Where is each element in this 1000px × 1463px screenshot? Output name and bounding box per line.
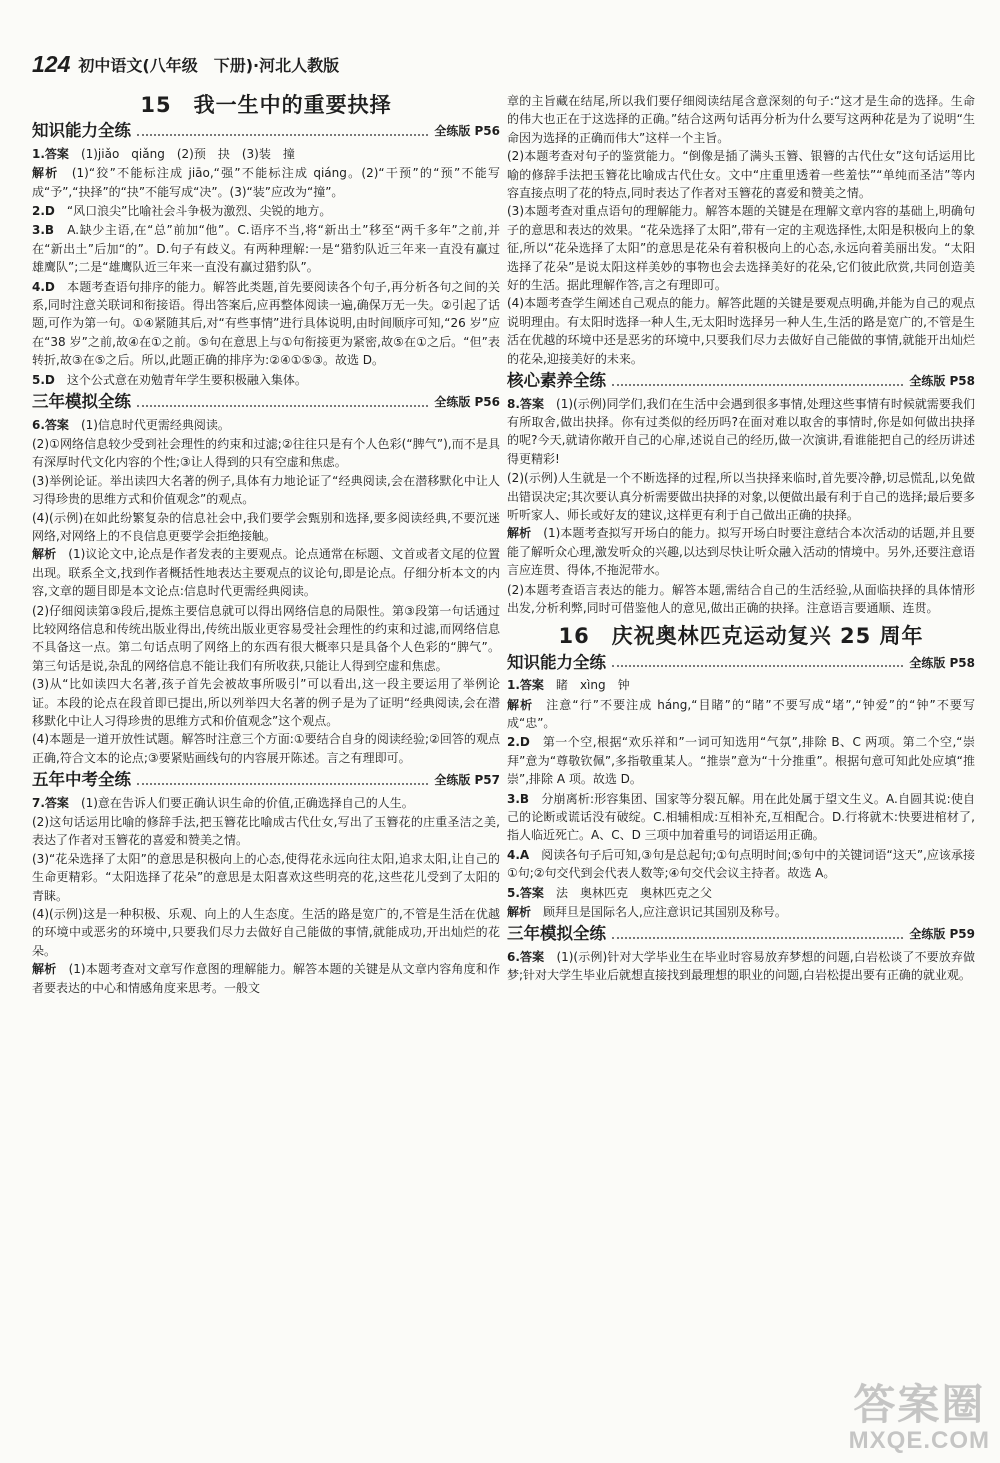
section-header (507, 654, 975, 672)
section-title: 三年模拟全练 (32, 392, 131, 412)
explanation-text: (4)本题是一道开放性试题。解答时注意三个方面:①要结合自身的阅读经验;②回答的观点正确,符合文本的论点;③要紧贴画线句的内容展开陈述。言之有理即可。 (32, 732, 500, 765)
explanation-label: 解析 (32, 547, 57, 562)
answer-item (507, 790, 975, 845)
explanation-text: (3)从“比如读四大名著,孩子首先会被故事所吸引”可以看出,这一段主要运用了举例论证。本段的论点在段首即已提出,所以列举四大名著的例子是为了证明“经典阅读,会在潜移默化中让人习得珍贵的思维方式和价值观念”这个观点。 (32, 677, 500, 728)
explanation-text: 章的主旨藏在结尾,所以我们要仔细阅读结尾含意深刻的句子:“这才是生命的选择。生命的伟大也正在于这选择的正确。”结合这两句话再分析为什么要写这两种花是为了说明“生命因为选择的正确而伟大”这样一个主旨。 (507, 94, 975, 145)
section-divider (137, 783, 428, 785)
answer-item (32, 794, 500, 812)
watermark-logo: 答案圈 (853, 1380, 986, 1429)
left-column (32, 90, 500, 998)
section-title: 五年中考全练 (32, 770, 131, 790)
explanation (32, 960, 500, 997)
answer-text: “风口浪尖”比喻社会斗争极为激烈、尖锐的地方。 (66, 204, 332, 219)
section-title: 核心素养全练 (507, 371, 606, 391)
right-column (507, 92, 975, 986)
explanation-text: (2)本题考查对句子的鉴赏能力。“倒像是插了满头玉簪、银簪的古代仕女”这句话运用比喻的修辞手法把玉簪花比喻成古代仕女。文中“庄重里透着一些羞怯”“单纯而圣洁”等内容直接点明了花的特点,同时表达了作者对玉簪花的喜爱和赞美之情。 (507, 149, 975, 201)
explanation (507, 903, 975, 921)
watermark-url: MXQE.COM (848, 1427, 990, 1454)
answer-text: (2)这句话运用比喻的修辞手法,把玉簪花比喻成古代仕女,写出了玉簪花的庄重圣洁之美,表达了作者对玉簪花的喜爱和赞美之情。 (32, 815, 500, 848)
item-num: 3.B (507, 791, 530, 806)
page-header (32, 50, 339, 78)
answer-item (507, 948, 975, 985)
answer-text: (4)(示例)这是一种积极、乐观、向上的人生态度。生活的路是宽广的,不管是生活在优越的环境中或恶劣的环境中,只要我们尽力去做好自己能做的事情,就能成功,开出灿烂的花朵。 (32, 907, 500, 958)
section-header (32, 122, 500, 140)
explanation-label: 解析 (507, 697, 534, 712)
section-divider (137, 405, 428, 407)
explanation-text: (4)本题考查学生阐述自己观点的能力。解答此题的关键是要观点明确,并能为自己的观点说明理由。有太阳时选择一种人生,无太阳时选择另一种人生,生活的路是宽广的,不管是生活在优越的环境中还是恶劣的环境中,只要我们尽力去做好自己能做的事情,就能开出灿烂的花朵,迎接美好的未来。 (507, 296, 975, 366)
answer-text: 第一个空,根据“欢乐祥和”一词可知选用“气氛”,排除 B、C 两项。第二个空,“崇拜”意为“尊敬钦佩”,多指敬重某人。“推崇”意为“十分推重”。根据句意可知此处应填“推崇”,排除 A 项。故选 D。 (507, 735, 975, 787)
answer-item (507, 676, 975, 694)
item-num: 5.答案 (507, 885, 544, 900)
explanation-text: (1)议论文中,论点是作者发表的主要观点。论点通常在标题、文首或者文尾的位置出现。联系全文,找到作者概括性地表达主要观点的议论句,即是论点。仔细分析本文的内容,文章的题目即是本文论点:信息时代更需经典阅读。 (32, 547, 500, 599)
answer-text: (3)举例论证。举出读四大名著的例子,具体有力地论证了“经典阅读,会在潜移默化中让人习得珍贵的思维方式和价值观念”的观点。 (32, 473, 500, 507)
section-title: 知识能力全练 (507, 652, 606, 672)
explanation-label: 解析 (32, 962, 57, 977)
answer-item (32, 278, 500, 370)
section-ref: 全练版 P57 (434, 773, 500, 788)
answer-text: (3)“花朵选择了太阳”的意思是积极向上的心态,使得花永远向往太阳,追求太阳,让自己的生命更精彩。“太阳选择了花朵”的意思是太阳喜欢这些明亮的花,这些花儿受到了太阳的青睐。 (32, 851, 500, 903)
section-header (507, 925, 975, 943)
section-header (32, 771, 500, 789)
section-divider (612, 384, 903, 386)
answer-item (32, 416, 500, 434)
answer-item (507, 846, 975, 883)
explanation (507, 696, 975, 733)
section-title: 知识能力全练 (32, 121, 131, 141)
section-ref: 全练版 P58 (909, 374, 975, 389)
explanation-text: (2)本题考查语言表达的能力。解答本题,需结合自己的生活经验,从面临抉择的具体情形出发,分析利弊,同时可借鉴他人的意见,做出正确的抉择。注意语言要通顺、连贯。 (507, 582, 975, 615)
explanation-text: (1)“狡”不能标注成 jiāo,“强”不能标注成 qiáng。(2)“干预”的“预”不能写成“予”,“抉择”的“抉”不能写成“决”。(3)“装”应改为“撞”。 (32, 166, 500, 199)
item-num: 3.B (32, 223, 55, 238)
explanation-text: (2)仔细阅读第③段后,提炼主要信息就可以得出网络信息的局限性。第③段第一句话通过比较网络信息和传统出版业得出,传统出版业更容易受社会理性的约束和过滤,而网络信息不具备这一点。第二句话点明了网络上的东西有很大概率只是具备个人色彩的“脾气”。第三句话是说,杂乱的网络信息不能让我们有所收获,只能让人得到空虚和焦虑。 (32, 603, 500, 673)
item-num: 1.答案 (32, 146, 69, 161)
item-num: 2.D (507, 735, 530, 750)
section-ref: 全练版 P58 (909, 655, 975, 670)
answer-text: 分崩离析:形容集团、国家等分裂瓦解。用在此处属于望文生义。A.自圆其说:使自己的论断或谎话没有破绽。C.相辅相成:互相补充,互相配合。D.行将就木:快要进棺材了,指人临近死亡。A、C、D 三项中加着重号的词语运用正确。 (507, 791, 975, 843)
item-num: 6.答案 (507, 949, 545, 964)
answer-text: A.缺少主语,在“总”前加“他”。C.语序不当,将“新出土”移至“两千多年”之前,并在“新出土”后加“的”。D.句子有歧义。有两种理解:一是“猎豹队近三年来一直没有赢过雄鹰队”;二是“雄鹰队近三年来一直没有赢过猎豹队”。 (32, 223, 500, 275)
explanation-text: (3)本题考查对重点语句的理解能力。解答本题的关键是在理解文章内容的基础上,明确句子的意思和表达的效果。“花朵选择了太阳”,带有一定的主观选择性,太阳是积极向上的象征,所以“花朵选择了太阳”的意思是花朵有着积极向上的心态,永远向着美丽出发。“太阳选择了花朵”是说太阳这样美妙的事物也会去选择美好的花朵,它们彼此欣赏,共同创造美好的生活。据此理解作答,言之有理即可。 (507, 204, 975, 293)
item-num: 5.D (32, 372, 55, 387)
section-header (507, 372, 975, 390)
section-ref: 全练版 P56 (434, 124, 500, 139)
explanation-text: (1)本题考查对文章写作意图的理解能力。解答本题的关键是从文章内容角度和作者要表达的中心和情感角度来思考。一般文 (32, 962, 500, 995)
explanation-text: 顾拜旦是国际名人,应注意识记其国别及称号。 (543, 905, 787, 920)
explanation (507, 524, 975, 579)
answer-item (32, 145, 500, 163)
section-title: 三年模拟全练 (507, 924, 606, 944)
section-ref: 全练版 P59 (909, 927, 975, 942)
book-title: 初中语文(八年级 下册)·河北人教版 (78, 56, 340, 75)
answer-text: (1)意在告诉人们要正确认识生命的价值,正确选择自己的人生。 (80, 795, 414, 810)
section-ref: 全练版 P56 (434, 395, 500, 410)
explanation-label: 解析 (507, 526, 532, 541)
item-num: 4.A (507, 847, 530, 862)
answer-text: (2)①网络信息较少受到社会理性的约束和过滤;②往往只是有个人色彩(“脾气”),而不是具有深厚时代文化内容的个性;③让人得到的只有空虚和焦虑。 (32, 436, 500, 470)
section-divider (137, 134, 428, 136)
page-number: 124 (32, 51, 71, 77)
item-num: 8.答案 (507, 396, 544, 411)
answer-text: (1)(示例)同学们,我们在生活中会遇到很多事情,处理这些事情有时候就需要我们有所取舍,做出抉择。你有过类似的经历吗?在面对难以取舍的事情时,你是如何做出抉择的呢?今天,就请你敞开自己的心扉,述说自己的经历,做一次演讲,看谁能把自己的经历讲述得更精彩! (507, 396, 975, 466)
answer-text: (2)(示例)人生就是一个不断选择的过程,所以当抉择来临时,首先要冷静,切忌慌乱,以免做出错误决定;其次要认真分析需要做出抉择的对象,以便做出最有利于自己的选择;最后要多听听家人、师长或好友的建议,这样更有利于自己做出正确的抉择。 (507, 471, 975, 522)
answer-text: 阅读各句子后可知,③句是总起句;①句点明时间;⑤句中的关键词语“这天”,应该承接①句;②句交代到会代表人数等;④句交代会议主持者。故选 A。 (507, 847, 975, 881)
answer-text: 睹 xìng 钟 (555, 678, 630, 693)
chapter-title: 16 庆祝奥林匹克运动复兴 25 周年 (558, 624, 924, 649)
answer-text: 法 奥林匹克 奥林匹克之父 (555, 885, 712, 900)
answer-item (507, 733, 975, 788)
explanation (32, 164, 500, 201)
section-divider (612, 937, 903, 939)
answer-item (32, 371, 500, 389)
explanation (32, 545, 500, 600)
explanation-text: (1)本题考查拟写开场白的能力。拟写开场白时要注意结合本次活动的话题,并且要能了解听众心理,激发听众的兴趣,以达到尽快让听众融入活动的情境中。另外,还要注意语言应连贯、得体,不拖泥带水。 (507, 526, 975, 578)
chapter-title: 15 我一生中的重要抉择 (140, 93, 392, 117)
answer-item (507, 395, 975, 469)
answer-text: 这个公式意在劝勉青年学生要积极融入集体。 (66, 372, 307, 387)
answer-text: (4)(示例)在如此纷繁复杂的信息社会中,我们要学会甄别和选择,要多阅读经典,不要沉迷网络,对网络上的不良信息更要学会拒绝接触。 (32, 510, 500, 543)
explanation-label: 解析 (32, 166, 59, 181)
answer-item (32, 202, 500, 220)
item-num: 4.D (32, 279, 55, 294)
answer-item (32, 221, 500, 276)
item-num: 7.答案 (32, 795, 69, 810)
explanation-label: 解析 (507, 905, 532, 920)
answer-text: (1)信息时代更需经典阅读。 (80, 417, 230, 432)
item-num: 2.D (32, 204, 55, 219)
answer-text: (1)(示例)针对大学毕业生在毕业时容易放弃梦想的问题,白岩松谈了不要放弃做梦;针对大学生毕业后就想直接找到最理想的职业的问题,白岩松提出要有正确的就业观。 (507, 949, 975, 983)
item-num: 6.答案 (32, 417, 69, 432)
answer-text: (1)jiǎo qiǎng (2)预 抉 (3)装 撞 (80, 146, 295, 161)
item-num: 1.答案 (507, 678, 544, 693)
answer-item (507, 884, 975, 902)
section-divider (612, 665, 903, 667)
explanation-text: 注意“行”不要注成 háng,“目睹”的“睹”不要写成“堵”,“钟爱”的“钟”不要写成“忠”。 (507, 697, 975, 730)
answer-text: 本题考查语句排序的能力。解答此类题,首先要阅读各个句子,再分析各句之间的关系,同时注意关联词和衔接语。得出答案后,应再整体阅读一遍,确保万无一失。②引起了话题,可作为第一句。①④紧随其后,对“有些事情”进行具体说明,由时间顺序可知,“26 岁”应在“38 岁”之前,故④在①之前。⑤句在意思上与①句衔接更为紧密,故⑤在①之后。“但”表转折,故③在⑤之后。所以,此题正确的排序为:②④①⑤③。故选 D。 (32, 279, 500, 368)
section-header (32, 393, 500, 411)
watermark (848, 1380, 990, 1455)
